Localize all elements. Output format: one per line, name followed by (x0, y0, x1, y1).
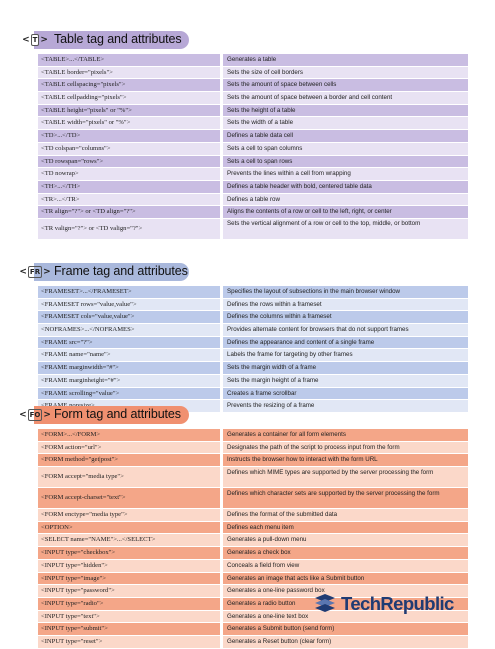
table-row (38, 168, 468, 181)
tag-cell: <INPUT type="submit"> (38, 623, 220, 635)
tag-cell: <FRAME marginwidth="#"> (38, 362, 220, 374)
description-cell: Generates a one-line text box (223, 611, 468, 623)
description-cell: Defines a table header with bold, centered table data (223, 181, 468, 193)
table-row (38, 299, 468, 312)
tag-cell: <TH>...</TH> (38, 181, 220, 193)
description-cell: Sets the width of a table (223, 117, 468, 129)
tag-cell: <FRAMESET rows="value,value"> (38, 299, 220, 311)
tag-cell: <TABLE cellpadding="pixels"> (38, 92, 220, 104)
table-row (38, 375, 468, 388)
table-row (38, 79, 468, 92)
table-row (38, 92, 468, 105)
description-cell: Creates a frame scrollbar (223, 388, 468, 400)
tag-cell: <TD>...</TD> (38, 130, 220, 142)
table-row (38, 560, 468, 573)
table-row (38, 219, 468, 240)
tag-cell: <TABLE>...</TABLE> (38, 54, 220, 66)
table-row (38, 362, 468, 375)
description-cell: Sets a cell to span rows (223, 156, 468, 168)
table-row (38, 388, 468, 401)
description-cell: Sets the amount of space between a border and cell content (223, 92, 468, 104)
tag-cell: <INPUT type="radio"> (38, 598, 220, 610)
tag-cell: <INPUT type="reset"> (38, 636, 220, 648)
description-cell: Defines the columns within a frameset (223, 311, 468, 323)
description-cell: Generates an image that acts like a Submit button (223, 573, 468, 585)
description-cell: Defines the rows within a frameset (223, 299, 468, 311)
table-row (38, 636, 468, 649)
description-cell: Generates a Reset button (clear form) (223, 636, 468, 648)
table-row (38, 467, 468, 488)
tag-cell: <FORM action="url"> (38, 442, 220, 454)
frame-rows (38, 286, 468, 413)
description-cell: Generates a radio button (223, 598, 468, 610)
section-header (19, 261, 495, 283)
table-rows (38, 54, 468, 240)
description-cell: Designates the path of the script to process input from the form (223, 442, 468, 454)
frame-tag-icon: < FR > (19, 266, 51, 277)
tag-cell: <FORM accept-charset="text"> (38, 488, 220, 508)
tag-cell: <FRAMESET>...</FRAMESET> (38, 286, 220, 298)
table-row (38, 311, 468, 324)
description-cell: Sets the height of a table (223, 105, 468, 117)
description-cell: Defines which character sets are supported by the server processing the form (223, 488, 468, 508)
tag-cell: <INPUT type="hidden"> (38, 560, 220, 572)
section-title: Form tag and attributes (54, 407, 181, 421)
description-cell: Generates a check box (223, 547, 468, 559)
tag-cell: <FRAME name="name"> (38, 349, 220, 361)
section-title: Table tag and attributes (54, 32, 182, 46)
description-cell: Defines a table data cell (223, 130, 468, 142)
description-cell: Generates a table (223, 54, 468, 66)
table-row (38, 488, 468, 509)
description-cell: Provides alternate content for browsers that do not support frames (223, 324, 468, 336)
description-cell: Sets the margin height of a frame (223, 375, 468, 387)
tag-cell: <FORM method="get|post"> (38, 454, 220, 466)
description-cell: Generates a container for all form elements (223, 429, 468, 441)
description-cell: Sets the vertical alignment of a row or cell to the top, middle, or bottom (223, 219, 468, 239)
table-row (38, 54, 468, 67)
tag-cell: <FRAME src="?"> (38, 337, 220, 349)
tag-cell: <TABLE height="pixels" or "%"> (38, 105, 220, 117)
table-row (38, 522, 468, 535)
table-row (38, 194, 468, 207)
logo-text: TechRepublic (341, 593, 454, 614)
description-cell: Defines which MIME types are supported by the server processing the form (223, 467, 468, 487)
tag-cell: <FORM enctype="media type"> (38, 509, 220, 521)
description-cell: Defines each menu item (223, 522, 468, 534)
form-tag-icon: < FO > (19, 409, 51, 420)
table-row (38, 454, 468, 467)
table-row (38, 509, 468, 522)
tag-cell: <TR>...</TR> (38, 194, 220, 206)
tag-cell: <TABLE width="pixels" or "%"> (38, 117, 220, 129)
description-cell: Generates a pull-down menu (223, 534, 468, 546)
section-header (19, 404, 495, 426)
table-tag-icon: < T > (22, 34, 48, 45)
tag-cell: <SELECT name="NAME">...</SELECT> (38, 534, 220, 546)
description-cell: Sets the size of cell borders (223, 67, 468, 79)
description-cell: Defines the appearance and content of a single frame (223, 337, 468, 349)
techrepublic-logo-icon (312, 591, 338, 617)
table-row (38, 547, 468, 560)
section-title: Frame tag and attributes (54, 264, 188, 278)
tag-cell: <TABLE cellspacing="pixels"> (38, 79, 220, 91)
description-cell: Instructs the browser how to interact with the form URL (223, 454, 468, 466)
table-row (38, 181, 468, 194)
table-row (38, 324, 468, 337)
table-row (38, 623, 468, 636)
description-cell: Specifies the layout of subsections in the main browser window (223, 286, 468, 298)
tag-cell: <INPUT type="password"> (38, 585, 220, 597)
tag-cell: <TR align="?"> or <TD align="?"> (38, 206, 220, 218)
description-cell: Generates a Submit button (send form) (223, 623, 468, 635)
tag-cell: <FRAMESET cols="value,value"> (38, 311, 220, 323)
tag-cell: <TD nowrap> (38, 168, 220, 180)
description-cell: Sets the amount of space between cells (223, 79, 468, 91)
table-section (0, 29, 495, 240)
table-row (38, 206, 468, 219)
table-row (38, 105, 468, 118)
tag-cell: <NOFRAMES>...</NOFRAMES> (38, 324, 220, 336)
description-cell: Sets a cell to span columns (223, 143, 468, 155)
section-header (22, 29, 495, 51)
tag-cell: <INPUT type="text"> (38, 611, 220, 623)
table-row (38, 156, 468, 169)
description-cell: Conceals a field from view (223, 560, 468, 572)
table-row (38, 534, 468, 547)
tag-cell: <TD colspan="columns"> (38, 143, 220, 155)
description-cell: Prevents the lines within a cell from wrapping (223, 168, 468, 180)
table-row (38, 67, 468, 80)
table-row (38, 337, 468, 350)
tag-cell: <FRAME scrolling="value"> (38, 388, 220, 400)
tag-cell: <INPUT type="image"> (38, 573, 220, 585)
description-cell: Generates a one-line password box (223, 585, 468, 597)
description-cell: Sets the margin width of a frame (223, 362, 468, 374)
tag-cell: <TABLE border="pixels"> (38, 67, 220, 79)
table-row (38, 117, 468, 130)
tag-cell: <FORM accept="media type"> (38, 467, 220, 487)
tag-cell: <TD rowspan="rows"> (38, 156, 220, 168)
table-row (38, 130, 468, 143)
table-row (38, 143, 468, 156)
table-row (38, 286, 468, 299)
table-row (38, 573, 468, 586)
description-cell: Prevents the resizing of a frame (223, 400, 468, 412)
description-cell: Labels the frame for targeting by other frames (223, 349, 468, 361)
tag-cell: <TR valign="?"> or <TD valign="?"> (38, 219, 220, 239)
description-cell: Aligns the contents of a row or cell to the left, right, or center (223, 206, 468, 218)
tag-cell: <OPTION> (38, 522, 220, 534)
description-cell: Defines the format of the submitted data (223, 509, 468, 521)
tag-cell: <INPUT type="checkbox"> (38, 547, 220, 559)
frame-section (0, 261, 495, 413)
table-row (38, 429, 468, 442)
table-row (38, 349, 468, 362)
table-row (38, 442, 468, 455)
tag-cell: <FRAME marginheight="#"> (38, 375, 220, 387)
description-cell: Defines a table row (223, 194, 468, 206)
techrepublic-logo (312, 589, 482, 619)
tag-cell: <FORM>...</FORM> (38, 429, 220, 441)
